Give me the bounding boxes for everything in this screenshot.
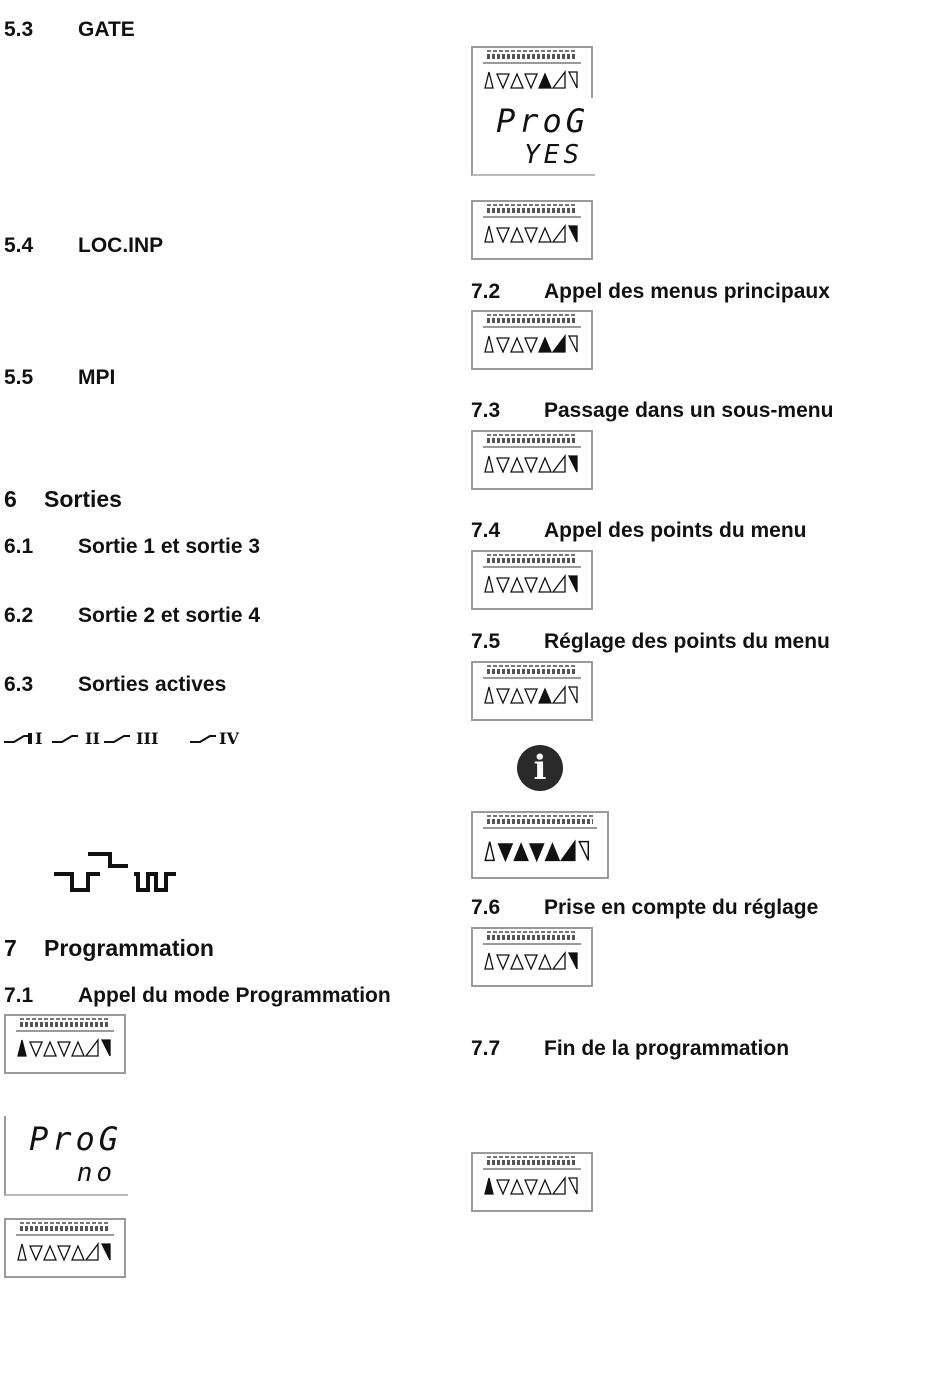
keypad-key-icon: [485, 687, 493, 703]
keypad-key-icon: [511, 689, 523, 703]
section-title: Fin de la programmation: [544, 1037, 790, 1060]
section-title: Appel des menus principaux: [544, 280, 830, 303]
keypad-key-icon: [72, 1246, 84, 1260]
display-line-1: ProG: [28, 1120, 122, 1158]
lcd-keypad-icon: [471, 310, 593, 370]
section-title: Sorties actives: [78, 673, 227, 696]
keypad-key-icon: [86, 1040, 98, 1056]
keypad-key-icon: [497, 955, 509, 969]
keypad-key-icon: [511, 578, 523, 592]
section-number: 7.3: [471, 399, 501, 422]
keypad-key-icon: [102, 1244, 110, 1260]
keypad-key-icon: [499, 844, 512, 860]
keypad-key-icon: [553, 456, 565, 472]
keypad-key-icon: [485, 336, 493, 352]
keypad-key-icon: [525, 578, 537, 592]
section-title: Réglage des points du menu: [544, 630, 830, 653]
keypad-key-icon: [569, 226, 577, 242]
keypad-key-icon: [553, 226, 565, 242]
keypad-key-icon: [569, 1178, 577, 1194]
keypad-key-icon: [86, 1244, 98, 1260]
section-number: 7.2: [471, 280, 501, 303]
keypad-key-icon: [485, 1178, 493, 1194]
keypad-key-icon: [561, 842, 574, 861]
section-number: 6.1: [4, 535, 34, 558]
keypad-key-icon: [539, 74, 551, 88]
keypad-key-icon: [553, 576, 565, 592]
section-number: 7: [4, 935, 17, 961]
keypad-key-icon: [44, 1042, 56, 1056]
section-title: LOC.INP: [78, 234, 164, 257]
lcd-keypad-icon: [471, 200, 593, 260]
section-title: MPI: [78, 366, 116, 389]
section-number: 7.4: [471, 519, 501, 542]
display-line-1: ProG: [495, 102, 589, 140]
keypad-key-icon: [485, 456, 493, 472]
keypad-key-icon: [569, 336, 577, 352]
lcd-keypad-icon: [471, 661, 593, 721]
keypad-key-icon: [497, 228, 509, 242]
section-title: Sortie 2 et sortie 4: [78, 604, 261, 627]
lcd-keypad-icon: [471, 811, 609, 879]
section-number: 7.1: [4, 984, 34, 1007]
keypad-key-icon: [511, 1180, 523, 1194]
keypad-key-icon: [511, 955, 523, 969]
display-line-2: no: [76, 1158, 116, 1188]
keypad-key-icon: [539, 458, 551, 472]
keypad-key-icon: [485, 842, 494, 861]
keypad-key-icon: [569, 576, 577, 592]
lcd-keypad-icon: [4, 1218, 126, 1278]
keypad-key-icon: [525, 338, 537, 352]
keypad-key-icon: [18, 1040, 26, 1056]
section-title: GATE: [78, 18, 135, 41]
keypad-key-icon: [553, 1178, 565, 1194]
section-title: Sorties: [44, 486, 122, 512]
section-number: 6: [4, 486, 17, 512]
keypad-key-icon: [511, 338, 523, 352]
keypad-key-icon: [539, 578, 551, 592]
keypad-key-icon: [525, 955, 537, 969]
keypad-key-icon: [525, 458, 537, 472]
keypad-key-icon: [514, 844, 527, 860]
keypad-key-icon: [485, 576, 493, 592]
keypad-key-icon: [546, 844, 559, 860]
keypad-key-icon: [511, 458, 523, 472]
keypad-key-icon: [569, 953, 577, 969]
info-icon: i: [517, 745, 563, 791]
output-symbol-4: IV: [219, 729, 239, 748]
keypad-key-icon: [30, 1042, 42, 1056]
keypad-key-icon: [485, 226, 493, 242]
section-title: Prise en compte du réglage: [544, 896, 819, 919]
lcd-keypad-icon: [471, 430, 593, 490]
keypad-key-icon: [553, 72, 565, 88]
section-number: 5.3: [4, 18, 34, 41]
keypad-key-icon: [485, 953, 493, 969]
keypad-key-icon: [58, 1246, 70, 1260]
section-number: 7.7: [471, 1037, 501, 1060]
keypad-key-icon: [497, 578, 509, 592]
output-symbol-1: I: [35, 729, 43, 748]
keypad-key-icon: [497, 689, 509, 703]
section-title: Passage dans un sous-menu: [544, 399, 834, 422]
keypad-key-icon: [72, 1042, 84, 1056]
section-number: 7.6: [471, 896, 501, 919]
keypad-key-icon: [569, 456, 577, 472]
section-number: 7.5: [471, 630, 501, 653]
keypad-key-icon: [44, 1246, 56, 1260]
output-symbol-2: II: [85, 729, 100, 748]
keypad-key-icon: [497, 1180, 509, 1194]
section-number: 6.3: [4, 673, 34, 696]
keypad-key-icon: [553, 953, 565, 969]
keypad-key-icon: [539, 955, 551, 969]
keypad-key-icon: [18, 1244, 26, 1260]
output-symbol-3: III: [136, 729, 159, 748]
section-title: Programmation: [44, 935, 214, 961]
section-number: 5.5: [4, 366, 34, 389]
keypad-key-icon: [525, 1180, 537, 1194]
keypad-key-icon: [553, 687, 565, 703]
keypad-key-icon: [525, 228, 537, 242]
section-title: Sortie 1 et sortie 3: [78, 535, 261, 558]
display-prog-no: [4, 1116, 128, 1196]
section-number: 5.4: [4, 234, 34, 257]
keypad-key-icon: [579, 842, 588, 861]
keypad-key-icon: [511, 228, 523, 242]
keypad-key-icon: [539, 228, 551, 242]
lcd-keypad-icon: [4, 1014, 126, 1074]
display-line-2: YES: [524, 140, 583, 170]
keypad-key-icon: [553, 336, 565, 352]
display-prog-yes: [471, 98, 595, 176]
lcd-keypad-icon: [471, 46, 593, 100]
waveform-icon: [52, 848, 182, 894]
keypad-key-icon: [511, 74, 523, 88]
keypad-key-icon: [30, 1246, 42, 1260]
keypad-key-icon: [525, 74, 537, 88]
keypad-key-icon: [102, 1040, 110, 1056]
lcd-keypad-icon: [471, 927, 593, 987]
lcd-keypad-icon: [471, 550, 593, 610]
keypad-key-icon: [539, 1180, 551, 1194]
lcd-keypad-icon: [471, 1152, 593, 1212]
section-title: Appel des points du menu: [544, 519, 807, 542]
output-relay-symbols: [4, 727, 244, 749]
keypad-key-icon: [58, 1042, 70, 1056]
section-title: Appel du mode Programmation: [78, 984, 391, 1007]
keypad-key-icon: [569, 72, 577, 88]
keypad-key-icon: [539, 689, 551, 703]
keypad-key-icon: [530, 844, 543, 860]
keypad-key-icon: [569, 687, 577, 703]
keypad-key-icon: [539, 338, 551, 352]
keypad-key-icon: [497, 74, 509, 88]
keypad-key-icon: [525, 689, 537, 703]
keypad-key-icon: [497, 458, 509, 472]
keypad-key-icon: [485, 72, 493, 88]
section-number: 6.2: [4, 604, 34, 627]
keypad-key-icon: [497, 338, 509, 352]
